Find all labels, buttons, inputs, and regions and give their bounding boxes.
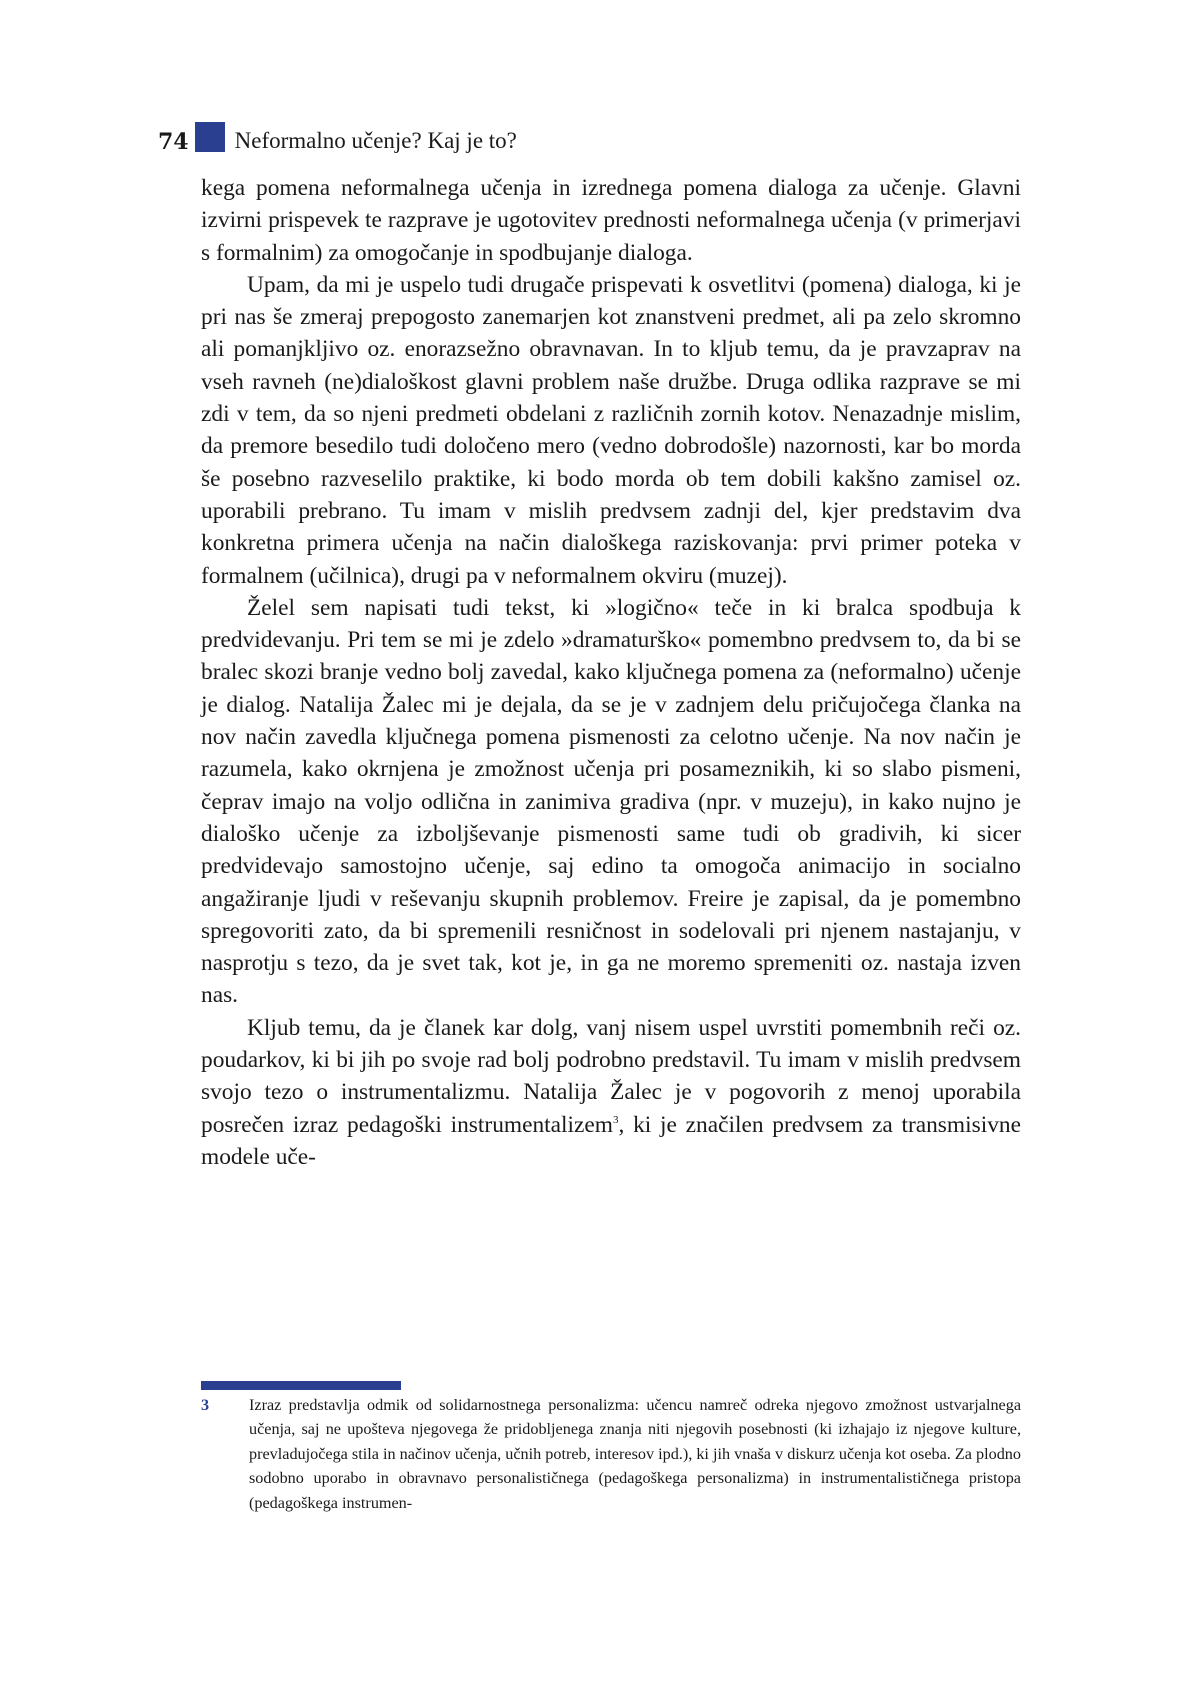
- footnote-number: 3: [201, 1396, 210, 1414]
- footnote-reference[interactable]: 3: [613, 1113, 619, 1126]
- accent-square-icon: [195, 122, 225, 152]
- page-number: 74: [158, 129, 189, 155]
- footnote: [201, 1393, 1021, 1515]
- paragraph-text: Kljub temu, da je članek kar dolg, vanj nisem uspel uvrstiti pomembnih reči oz. poudarkov, ki bi jih po svoje rad bolj podrobno predstavil. Tu imam v mislih predvsem svojo tezo o instrumentalizmu. Natalija Žalec je v pogovorih z menoj uporabila posrečen izraz pedagoški instrumentalizem: [201, 1014, 1021, 1138]
- footnote-separator: [201, 1381, 401, 1390]
- paragraph: kega pomena neformalnega učenja in izrednega pomena dialoga za učenje. Glavni izvirni prispevek te razprave je ugotovitev prednosti neformalnega učenja (v primerjavi s formalnim) za omogočanje in spodbujanje dialoga.: [201, 175, 1021, 266]
- paragraph: Upam, da mi je uspelo tudi drugače prispevati k osvetlitvi (pomena) dialoga, ki je pri nas še zmeraj prepogosto zanemarjen kot znanstveni predmet, ali pa zelo skromno ali pomanjkljivo oz. enorazsežno obravnavan. In to kljub temu, da je pravzaprav na vseh ravneh (ne)dialoškost glavni problem naše družbe. Druga odlika razprave se mi zdi v tem, da so njeni predmeti obdelani z različnih zornih kotov. Nenazadnje mislim, da premore besedilo tudi določeno mero (vedno dobrodošle) nazornosti, kar bo morda še posebno razveselilo praktike, ki bodo morda ob tem dobili kakšno zamisel oz. uporabili prebrano. Tu imam v mislih predvsem zadnji del, kjer predstavim dva konkretna primera učenja na način dialoškega raziskovanja: prvi primer poteka v formalnem (učilnica), drugi pa v neformalnem okviru (muzej).: [201, 271, 1021, 589]
- running-header: [158, 118, 517, 154]
- body-text: [201, 172, 1021, 1173]
- running-title: Neformalno učenje? Kaj je to?: [234, 128, 517, 153]
- paragraph: Želel sem napisati tudi tekst, ki »logično« teče in ki bralca spodbuja k predvidevanju. Pri tem se mi je zdelo »dramaturško« pomembno predvsem to, da bi se bralec skozi branje vedno bolj zavedal, kako ključnega pomena za (neformalno) učenje je dialog. Natalija Žalec mi je dejala, da se je v zadnjem delu pričujočega članka na nov način zavedla ključnega pomena pismenosti za celotno učenje. Na nov način je razumela, kako okrnjena je zmožnost učenja pri posameznikih, ki so slabo pismeni, čeprav imajo na voljo odlična in zanimiva gradiva (npr. v muzeju), in kako nujno je dialoško učenje za izboljševanje pismenosti same tudi ob gradivih, ki sicer predvidevajo samostojno učenje, saj edino ta omogoča animacijo in socialno angažiranje ljudi v reševanju skupnih problemov. Freire je zapisal, da je pomembno spregovoriti zato, da bi spremenili resničnost in sodelovali pri njenem nastajanju, v nasprotju s tezo, da je svet tak, kot je, in ga ne moremo spremeniti oz. nastaja izven nas.: [201, 594, 1021, 1009]
- paragraph-text: , ki je značilen predvsem za transmisivne modele uče-: [201, 1111, 1021, 1170]
- paragraph: [201, 1012, 1021, 1173]
- footnote-text: Izraz predstavlja odmik od solidarnostnega personalizma: učencu namreč odreka njegovo zmožnost ustvarjalnega učenja, saj ne upošteva njegovega že pridobljenega znanja niti njegovih posebnosti (ki izhajajo iz njegove kulture, prevladujočega stila in načinov učenja, učnih potreb, interesov ipd.), ki jih vnaša v diskurz učenja kot oseba. Za plodno sodobno uporabo in obravnavo personalističnega (pedagoškega personalizma) in instrumentalističnega pristopa (pedagoškega instrumen-: [249, 1396, 1021, 1512]
